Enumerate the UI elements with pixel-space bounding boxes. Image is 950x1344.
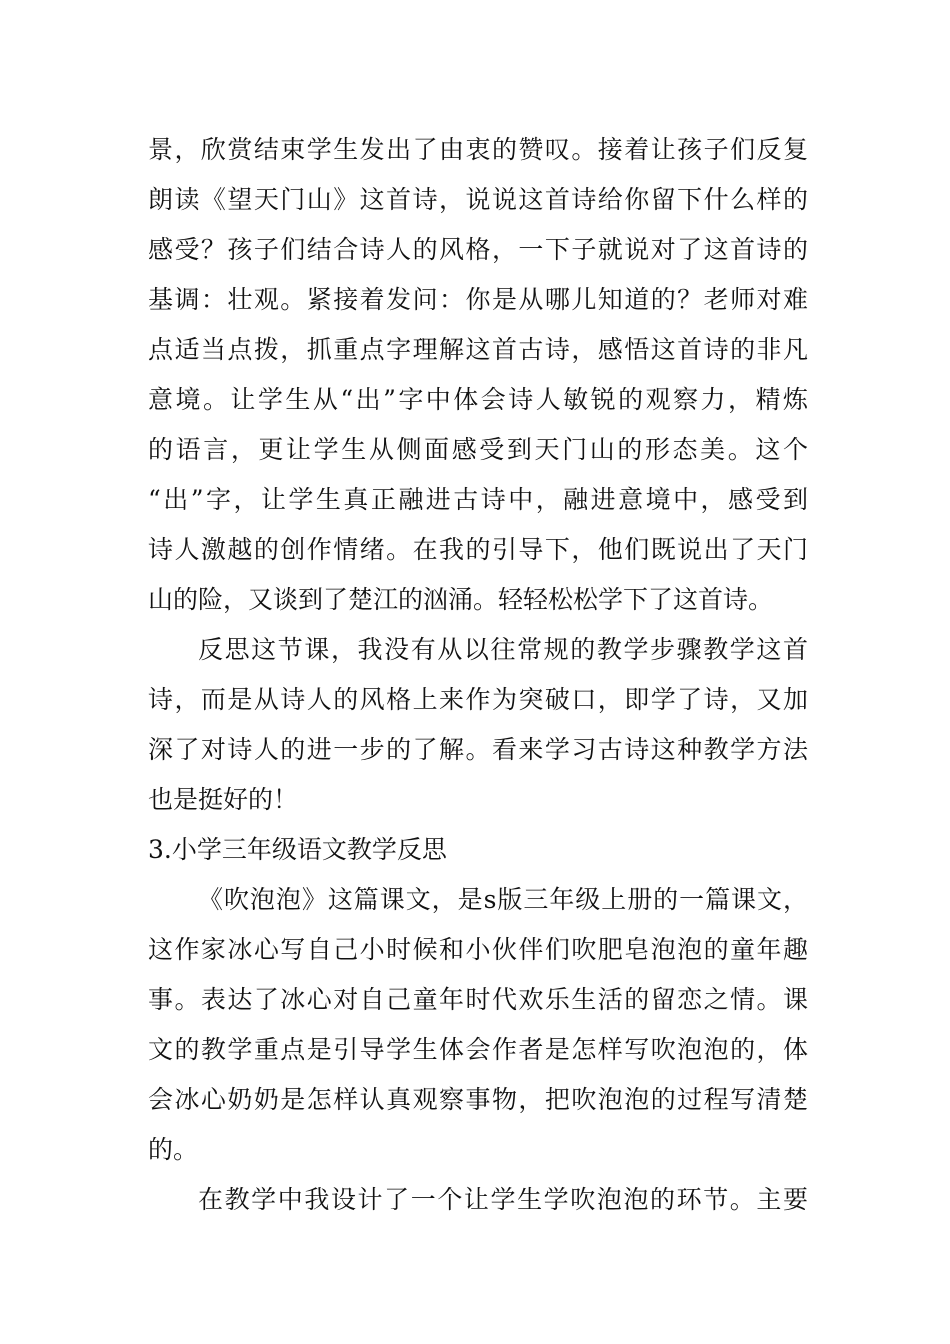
text-line: 深了对诗人的进一步的了解。看来学习古诗这种教学方法 — [148, 735, 808, 764]
text-line: 感受？孩子们结合诗人的风格，一下子就说对了这首诗的 — [148, 235, 808, 264]
text-line: 这作家冰心写自己小时候和小伙伴们吹肥皂泡泡的童年趣 — [148, 935, 808, 964]
text-line: 文的教学重点是引导学生体会作者是怎样写吹泡泡的，体 — [148, 1035, 808, 1064]
text-line: 诗人激越的创作情绪。在我的引导下，他们既说出了天门 — [148, 535, 808, 564]
section-heading: 3.小学三年级语文教学反思 — [148, 835, 447, 864]
text-line: 诗，而是从诗人的风格上来作为突破口，即学了诗，又加 — [148, 685, 808, 714]
text-line: 景，欣赏结束学生发出了由衷的赞叹。接着让孩子们反复 — [148, 135, 808, 164]
text-line: “出”字，让学生真正融进古诗中，融进意境中，感受到 — [148, 485, 808, 514]
paragraph-first-line: 《吹泡泡》这篇课文，是s版三年级上册的一篇课文， — [198, 885, 808, 914]
text-line: 点适当点拨，抓重点字理解这首古诗，感悟这首诗的非凡 — [148, 335, 808, 364]
text-line: 山的险，又谈到了楚江的汹涌。轻轻松松学下了这首诗。 — [148, 585, 774, 614]
text-line: 的语言，更让学生从侧面感受到天门山的形态美。这个 — [148, 435, 808, 464]
text-line: 也是挺好的！ — [148, 785, 299, 814]
text-line: 意境。让学生从“出”字中体会诗人敏锐的观察力，精炼 — [148, 385, 808, 414]
text-line: 会冰心奶奶是怎样认真观察事物，把吹泡泡的过程写清楚 — [148, 1085, 808, 1114]
paragraph-first-line: 反思这节课，我没有从以往常规的教学步骤教学这首 — [198, 635, 808, 664]
paragraph-first-line: 在教学中我设计了一个让学生学吹泡泡的环节。主要 — [198, 1185, 808, 1214]
text-line: 事。表达了冰心对自己童年时代欢乐生活的留恋之情。课 — [148, 985, 808, 1014]
text-line: 基调：壮观。紧接着发问：你是从哪儿知道的？老师对难 — [148, 285, 808, 314]
text-line: 的。 — [148, 1135, 199, 1164]
text-line: 朗读《望天门山》这首诗，说说这首诗给你留下什么样的 — [148, 185, 808, 214]
